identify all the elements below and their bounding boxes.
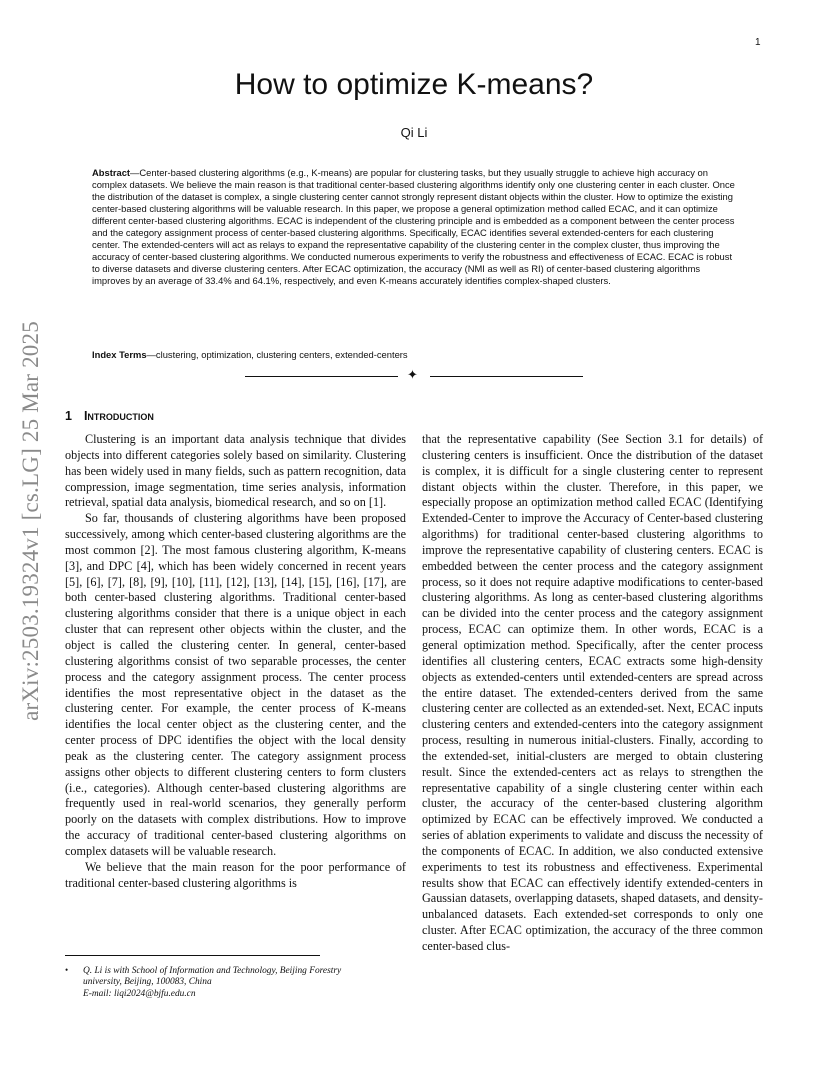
abstract [92,167,740,287]
separator-line-right [430,376,583,377]
footnote-rule [65,955,320,956]
footnote-bullet-icon: • [65,965,69,975]
paper-title: How to optimize K-means? [234,68,594,101]
page-number: 1 [755,37,761,48]
footnote-line: E-mail: liqi2024@bjfu.edu.cn [83,988,196,999]
paragraph: So far, thousands of clustering algorithms have been proposed successively, among which center-based clustering algorithms are the most common [2]. The most famous clustering algorithm, K-means [3], and DPC [4], which has been widely concerned in recent years [5], [6], [7], [8], [9], [10], [11], [12], [13], [14], [15], [16], [17], are both center-based clustering algorithms. Traditional center-based clustering algorithms consider that there is a unique object in each cluster that can represent other objects within the cluster, and the object is called the clustering center. In general, center-based clustering algorithms consist of two separable processes, the center process and the category assignment process. The center process identifies the most representative object in the dataset as the clustering center. For example, the center process of K-means identifies the local center object as the clustering center, and the center process of DPC identifies the object with the local density peak as the clustering center. The category assignment process assigns other objects to different clustering centers to form clusters (i.e., categories). Although center-based clustering algorithms are frequently used in real-world scenarios, they generally perform poorly on the datasets with complex distributions. How to improve the accuracy of traditional center-based clustering algorithms on complex datasets will be valuable research. [65,511,406,858]
section-title: Introduction [83,409,154,423]
paper-author: Qi Li [400,125,428,140]
left-column [65,432,406,891]
section-heading [65,409,154,423]
footnote-line: university, Beijing, 100083, China [83,977,212,988]
right-column [422,432,763,955]
abstract-label: Abstract [92,167,131,178]
footnote-line: Q. Li is with School of Information and Technology, Beijing Forestry [83,966,342,976]
separator-line-left [245,376,398,377]
footnote [65,966,406,1000]
paragraph: that the representative capability (See Section 3.1 for details) of clustering centers is insufficient. Once the distribution of the dataset is complex, it is difficult for a single clustering center to represent distant objects within the cluster. Therefore, in this paper, we especially propose an optimization method called ECAC (Identifying Extended-Center to improve the Accuracy of Center-based clustering algorithms) for traditional center-based clustering algorithms to improve the representative capability of clustering centers. ECAC is embedded between the center process and the category assignment process, so it does not require adaptive modifications to center-based clustering algorithms. As long as center-based clustering algorithms can be divided into the center process and the category assignment process, ECAC can optimize them. In other words, ECAC is a general optimization method. Specifically, after the center process identifies all clustering centers, ECAC extracts some high-density objects as extended-centers until extended-centers are spread across the entire dataset. The extended-centers derived from the same clustering center are collected as an extended-set. Next, ECAC inputs clustering centers and extended-centers into the category assignment process, resulting in numerous initial-clusters. Finally, according to the extended-set, initial-clusters are merged to obtain clustering result. Since the extended-centers act as relays to strengthen the representative capability of a single clustering center within each cluster, the accuracy of the center-based clustering algorithm optimized by ECAC can be effectively improved. We conducted a series of ablation experiments to validate and discuss the necessity of the components of ECAC. In addition, we also conducted extensive experiments to test its robustness and effectiveness. Experimental results show that ECAC can effectively identify extended-centers in Gaussian datasets, overlapping datasets, shaped datasets, and density-unbalanced datasets. Each extended-set corresponds to only one cluster. After ECAC optimization, the accuracy of the three common center-based clus- [422,432,763,953]
paragraph: We believe that the main reason for the poor performance of traditional center-based clustering algorithms is [65,859,406,890]
index-terms-label: Index Terms [92,349,147,360]
section-number: 1 [65,409,72,423]
separator-diamond-icon: ✦ [407,368,418,383]
arxiv-identifier-text: arXiv:2503.19324v1 [cs.LG] 25 Mar 2025 [18,321,43,721]
abstract-text: —Center-based clustering algorithms (e.g., K-means) are popular for clustering tasks, but they usually struggle to achieve high accuracy on complex datasets. We believe the main reason is that traditional center-based clustering algorithms identify only one clustering center in each cluster. Once the distribution of the dataset is complex, a single clustering center cannot strongly represent distant objects within the cluster. How to optimize the existing center-based clustering algorithms will be valuable research. In this paper, we propose a general optimization method called ECAC, and it can optimize different center-based clustering algorithms. ECAC is independent of the clustering principle and is embedded as a component between the center process and the category assignment process of center-based clustering algorithms. Specifically, ECAC identifies several extended-centers for each clustering center. The extended-centers will act as relays to expand the representative capability of the clustering center in the complex cluster, thus improving the accuracy of center-based clustering algorithms. We conducted numerous experiments to verify the robustness and effectiveness of ECAC. ECAC is robust to diverse datasets and diverse clustering centers. After ECAC optimization, the accuracy (NMI as well as RI) of center-based clustering algorithms improves by an average of 33.4% and 64.1%, respectively, and even K-means accurately identifies complex-shaped clusters. [92,167,735,287]
index-terms [92,349,740,361]
index-terms-text: —clustering, optimization, clustering centers, extended-centers [146,349,408,360]
paragraph: Clustering is an important data analysis technique that divides objects into different categories solely based on similarity. Clustering has been widely used in many fields, such as pattern recognition, data compression, image segmentation, time series analysis, information retrieval, spatial data analysis, biomedical research, and so on [1]. [65,432,406,510]
arxiv-identifier-stamp [17,283,45,760]
